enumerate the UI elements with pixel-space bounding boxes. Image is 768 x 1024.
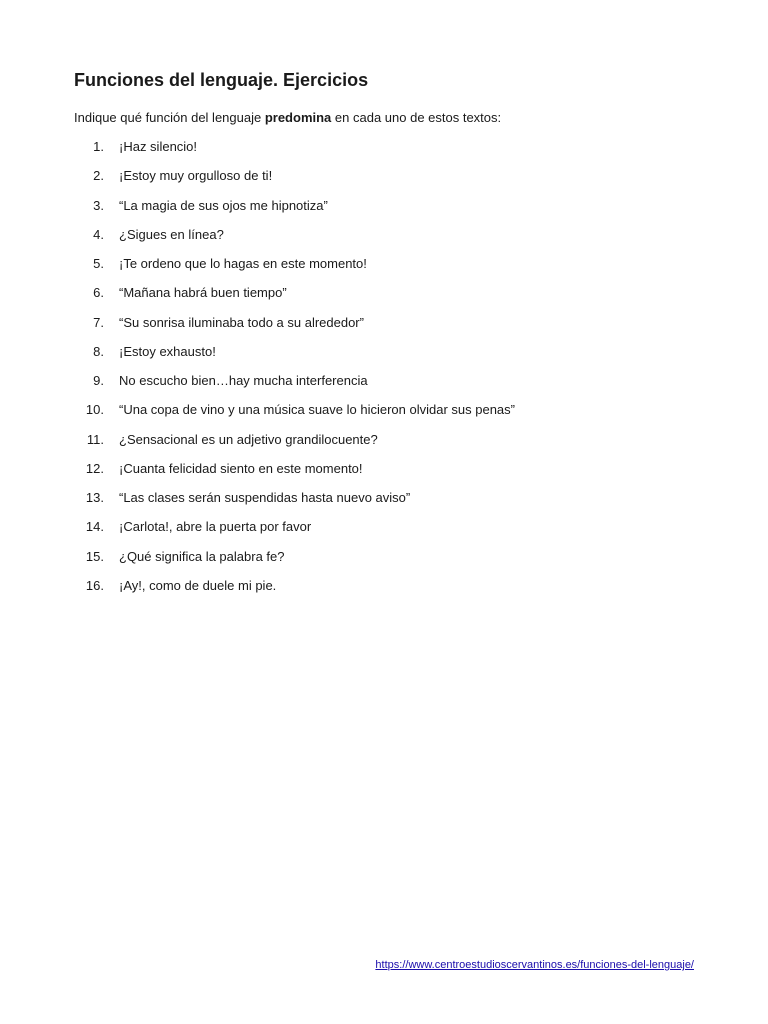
- item-number: 12.: [85, 460, 104, 476]
- item-number: 9.: [93, 373, 104, 388]
- item-text: “Una copa de vino y una música suave lo hicieron olvidar sus penas”: [119, 402, 515, 418]
- item-text: “La magia de sus ojos me hipnotiza”: [119, 197, 328, 213]
- item-number: 10.: [85, 402, 104, 418]
- item-number: 8.: [93, 343, 104, 359]
- item-number: 15.: [85, 548, 104, 564]
- item-number: 5.: [93, 256, 104, 271]
- item-text: ¡Estoy exhausto!: [119, 343, 216, 359]
- source-link[interactable]: https://www.centroestudioscervantinos.es/funciones-del-lenguaje/: [375, 959, 694, 971]
- item-text: “Las clases serán suspendidas hasta nuevo aviso”: [119, 490, 411, 505]
- item-text: “Su sonrisa iluminaba todo a su alrededor”: [119, 314, 364, 330]
- instructions-emphasis: predomina: [264, 110, 332, 125]
- item-number: 16.: [85, 577, 104, 593]
- item-number: 1.: [93, 139, 104, 154]
- item-text: ¡Estoy muy orgulloso de ti!: [119, 168, 273, 184]
- item-text: No escucho bien…hay mucha interferencia: [119, 373, 368, 388]
- document-title: Funciones del lenguaje. Ejercicios: [74, 70, 369, 90]
- instructions: [74, 109, 501, 127]
- item-number: 7.: [93, 314, 104, 330]
- item-text: ¿Sensacional es un adjetivo grandilocuente?: [119, 431, 378, 447]
- item-text: ¡Haz silencio!: [119, 139, 198, 154]
- item-text: ¡Te ordeno que lo hagas en este momento!: [119, 256, 367, 271]
- instructions-text-after: en cada uno de estos textos:: [331, 110, 502, 125]
- item-number: 14.: [85, 519, 104, 535]
- item-text: ¿Sigues en línea?: [119, 226, 224, 242]
- item-text: “Mañana habrá buen tiempo”: [119, 285, 287, 301]
- item-number: 13.: [85, 490, 104, 505]
- item-text: ¡Cuanta felicidad siento en este momento!: [119, 460, 363, 476]
- item-number: 2.: [93, 168, 104, 184]
- item-number: 4.: [93, 226, 104, 242]
- item-number: 11.: [86, 431, 104, 447]
- item-text: ¿Qué significa la palabra fe?: [119, 548, 285, 564]
- item-number: 6.: [93, 285, 104, 301]
- item-text: ¡Ay!, como de duele mi pie.: [119, 577, 277, 593]
- instructions-text-before: Indique qué función del lenguaje: [74, 110, 265, 125]
- item-text: ¡Carlota!, abre la puerta por favor: [119, 519, 312, 535]
- item-number: 3.: [93, 197, 104, 213]
